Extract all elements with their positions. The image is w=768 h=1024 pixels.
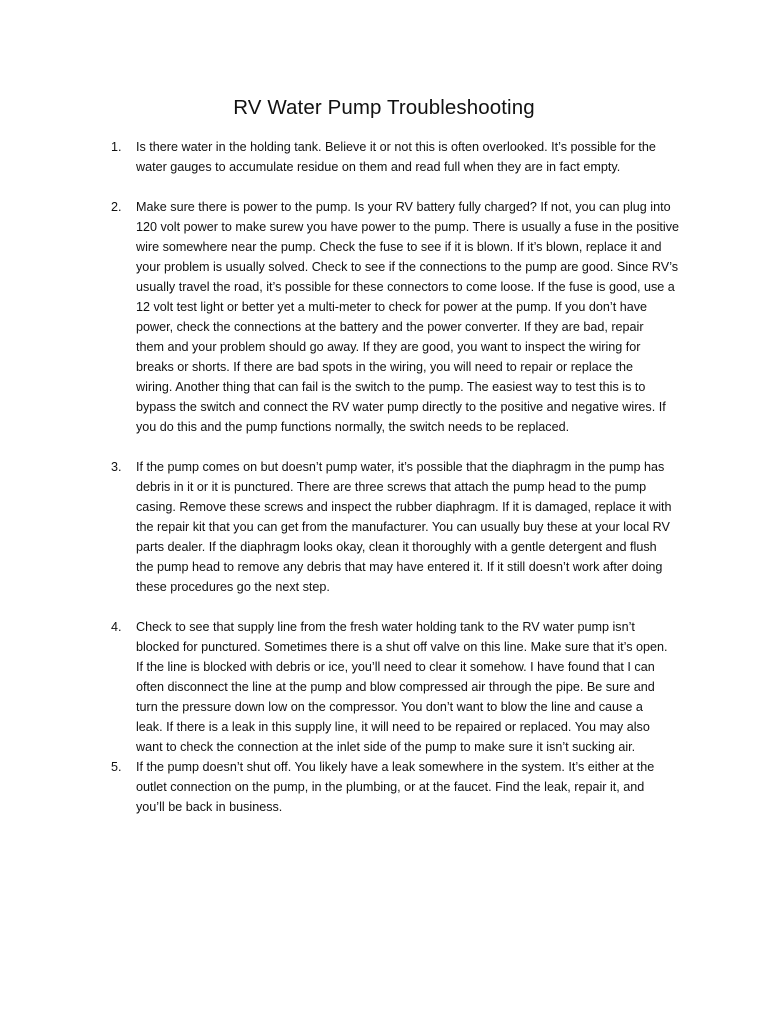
list-number: 5. [111, 760, 122, 774]
text-line: If the pump doesn’t shut off. You likely have a leak somewhere in the system. It’s either at the [136, 760, 655, 774]
list-item-text [136, 457, 686, 597]
text-line: Check to see that supply line from the fresh water holding tank to the RV water pump isn’t [136, 620, 635, 634]
text-line: casing. Remove these screws and inspect the rubber diaphragm. If it is damaged, replace it with [136, 500, 672, 514]
text-line: If the pump comes on but doesn’t pump water, it’s possible that the diaphragm in the pump has [136, 460, 665, 474]
text-line: breaks or shorts. If there are bad spots in the wiring, you will need to repair or replace the [136, 360, 634, 374]
text-line: you’ll be back in business. [136, 800, 283, 814]
text-line: 12 volt test light or better yet a multi-meter to check for power at the pump. If you don’t have [136, 300, 647, 314]
list-item-text [136, 757, 686, 817]
text-line: 120 volt power to make surew you have power to the pump. There is usually a fuse in the positive [136, 220, 679, 234]
text-line: Make sure there is power to the pump. Is your RV battery fully charged? If not, you can plug into [136, 200, 671, 214]
list-item-text [136, 197, 686, 437]
text-line: turn the pressure down low on the compressor. You don’t want to blow the line and cause a [136, 700, 643, 714]
text-line: the pump head to remove any debris that may have entered it. If it still doesn’t work after doing [136, 560, 663, 574]
text-line: these procedures go the next step. [136, 580, 330, 594]
text-line: leak. If there is a leak in this supply line, it will need to be repaired or replaced. You may also [136, 720, 650, 734]
text-line: power, check the connections at the battery and the power converter. If they are bad, repair [136, 320, 644, 334]
text-line: outlet connection on the pump, in the plumbing, or at the faucet. Find the leak, repair it, and [136, 780, 645, 794]
text-line: Is there water in the holding tank. Believe it or not this is often overlooked. It’s possible for the [136, 140, 656, 154]
text-line: the repair kit that you can get from the manufacturer. You can usually buy these at your local RV [136, 520, 670, 534]
text-line: wire somewhere near the pump. Check the fuse to see if it is blown. If it’s blown, replace it and [136, 240, 662, 254]
text-line: parts dealer. If the diaphragm looks okay, clean it thoroughly with a gentle detergent and flush [136, 540, 657, 554]
text-line: wiring. Another thing that can fail is the switch to the pump. The easiest way to test this is to [136, 380, 646, 394]
text-line: blocked for punctured. Sometimes there is a shut off valve on this line. Make sure that it’s open. [136, 640, 668, 654]
text-line: them and your problem should go away. If they are good, you want to inspect the wiring for [136, 340, 641, 354]
list-number: 4. [111, 620, 122, 634]
text-line: want to check the connection at the inlet side of the pump to make sure it isn’t sucking air. [136, 740, 636, 754]
list-number: 1. [111, 140, 122, 154]
list-item-text [136, 137, 686, 177]
text-line: bypass the switch and connect the RV water pump directly to the positive and negative wires. If [136, 400, 666, 414]
text-line: debris in it or it is punctured. There are three screws that attach the pump head to the pump [136, 480, 647, 494]
text-line: water gauges to accumulate residue on them and read full when they are in fact empty. [136, 160, 621, 174]
list-number: 3. [111, 460, 122, 474]
text-line: usually travel the road, it’s possible for these connectors to come loose. If the fuse is good, use a [136, 280, 675, 294]
list-item-text [136, 617, 686, 757]
text-line: your problem is usually solved. Check to see if the connections to the pump are good. Since RV’s [136, 260, 679, 274]
text-line: If the line is blocked with debris or ice, you’ll need to clear it somehow. I have found that I can [136, 660, 655, 674]
text-line: you do this and the pump functions normally, the switch needs to be replaced. [136, 420, 570, 434]
document-title: RV Water Pump Troubleshooting [233, 96, 535, 119]
list-number: 2. [111, 200, 122, 214]
text-line: often disconnect the line at the pump and blow compressed air through the pipe. Be sure and [136, 680, 655, 694]
